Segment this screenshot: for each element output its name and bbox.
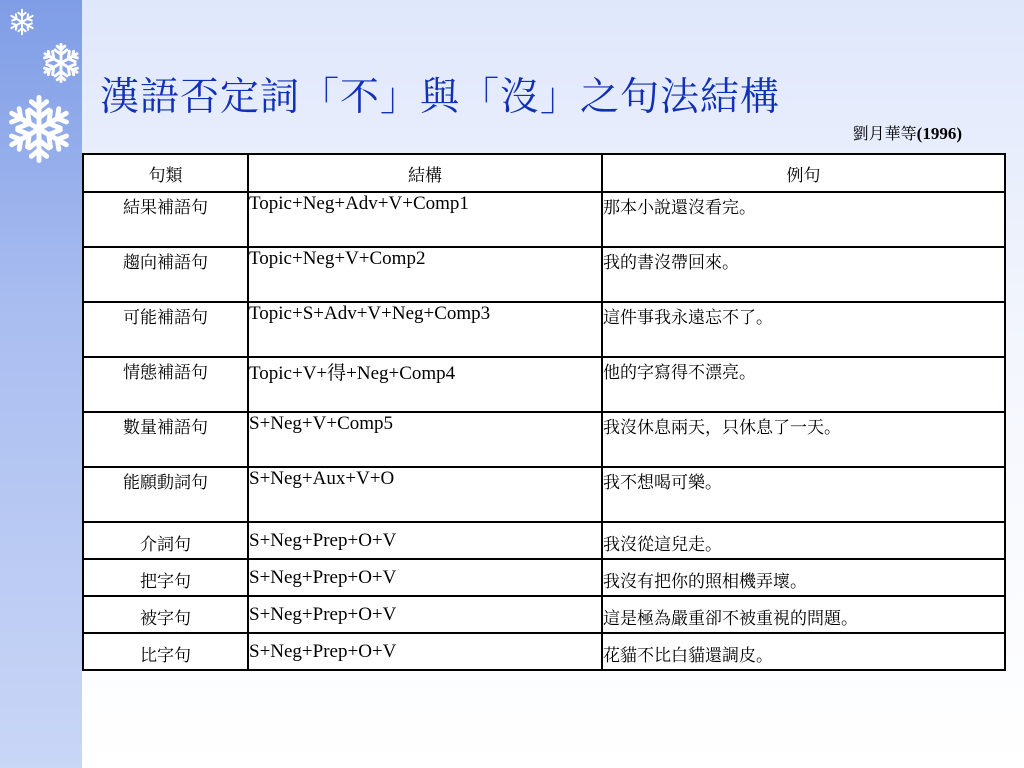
example-cell: 這是極為嚴重卻不被重視的問題。: [602, 596, 1005, 633]
sentence-type-cell: 介詞句: [83, 522, 248, 559]
header-structure: 結構: [248, 154, 602, 192]
sentence-type-cell: 趨向補語句: [83, 247, 248, 302]
snowflake-icon: [40, 42, 82, 84]
structure-cell: Topic+V+得+Neg+Comp4: [248, 357, 602, 412]
structure-cell: S+Neg+Aux+V+O: [248, 467, 602, 522]
structure-cell: Topic+Neg+V+Comp2: [248, 247, 602, 302]
sentence-type-cell: 可能補語句: [83, 302, 248, 357]
example-cell: 這件事我永遠忘不了。: [602, 302, 1005, 357]
header-sentence-type: 句類: [83, 154, 248, 192]
snowflake-icon: [4, 94, 74, 164]
sentence-type-cell: 情態補語句: [83, 357, 248, 412]
structure-cell: S+Neg+Prep+O+V: [248, 596, 602, 633]
table-row: [83, 522, 1005, 559]
example-cell: 我的書沒帶回來。: [602, 247, 1005, 302]
structure-cell: S+Neg+V+Comp5: [248, 412, 602, 467]
table-row: [83, 633, 1005, 670]
structure-cell: Topic+S+Adv+V+Neg+Comp3: [248, 302, 602, 357]
sentence-type-cell: 比字句: [83, 633, 248, 670]
example-cell: 我沒從這兒走。: [602, 522, 1005, 559]
example-cell: 我不想喝可樂。: [602, 467, 1005, 522]
table-row: [83, 357, 1005, 412]
structure-cell: S+Neg+Prep+O+V: [248, 522, 602, 559]
table-row: [83, 467, 1005, 522]
example-cell: 花貓不比白貓還調皮。: [602, 633, 1005, 670]
sentence-type-cell: 數量補語句: [83, 412, 248, 467]
sentence-type-cell: 把字句: [83, 559, 248, 596]
citation: [853, 121, 962, 144]
table-row: [83, 559, 1005, 596]
structure-cell: S+Neg+Prep+O+V: [248, 559, 602, 596]
table-row: [83, 412, 1005, 467]
sentence-type-cell: 被字句: [83, 596, 248, 633]
snowflake-icon: [8, 8, 36, 36]
example-cell: 那本小說還沒看完。: [602, 192, 1005, 247]
table-header-row: [83, 154, 1005, 192]
example-cell: 我沒有把你的照相機弄壞。: [602, 559, 1005, 596]
slide-title: 漢語否定詞「不」與「沒」之句法結構: [100, 75, 781, 120]
example-cell: 我沒休息兩天，只休息了一天。: [602, 412, 1005, 467]
example-cell: 他的字寫得不漂亮。: [602, 357, 1005, 412]
citation-author: 劉月華等: [852, 124, 917, 143]
syntax-table: [82, 153, 1006, 671]
table-row: [83, 247, 1005, 302]
table-row: [83, 302, 1005, 357]
header-example: 例句: [602, 154, 1005, 192]
sentence-type-cell: 結果補語句: [83, 192, 248, 247]
table-row: [83, 596, 1005, 633]
table-row: [83, 192, 1005, 247]
structure-cell: Topic+Neg+Adv+V+Comp1: [248, 192, 602, 247]
sentence-type-cell: 能願動詞句: [83, 467, 248, 522]
citation-year: (1996): [916, 124, 962, 143]
structure-cell: S+Neg+Prep+O+V: [248, 633, 602, 670]
